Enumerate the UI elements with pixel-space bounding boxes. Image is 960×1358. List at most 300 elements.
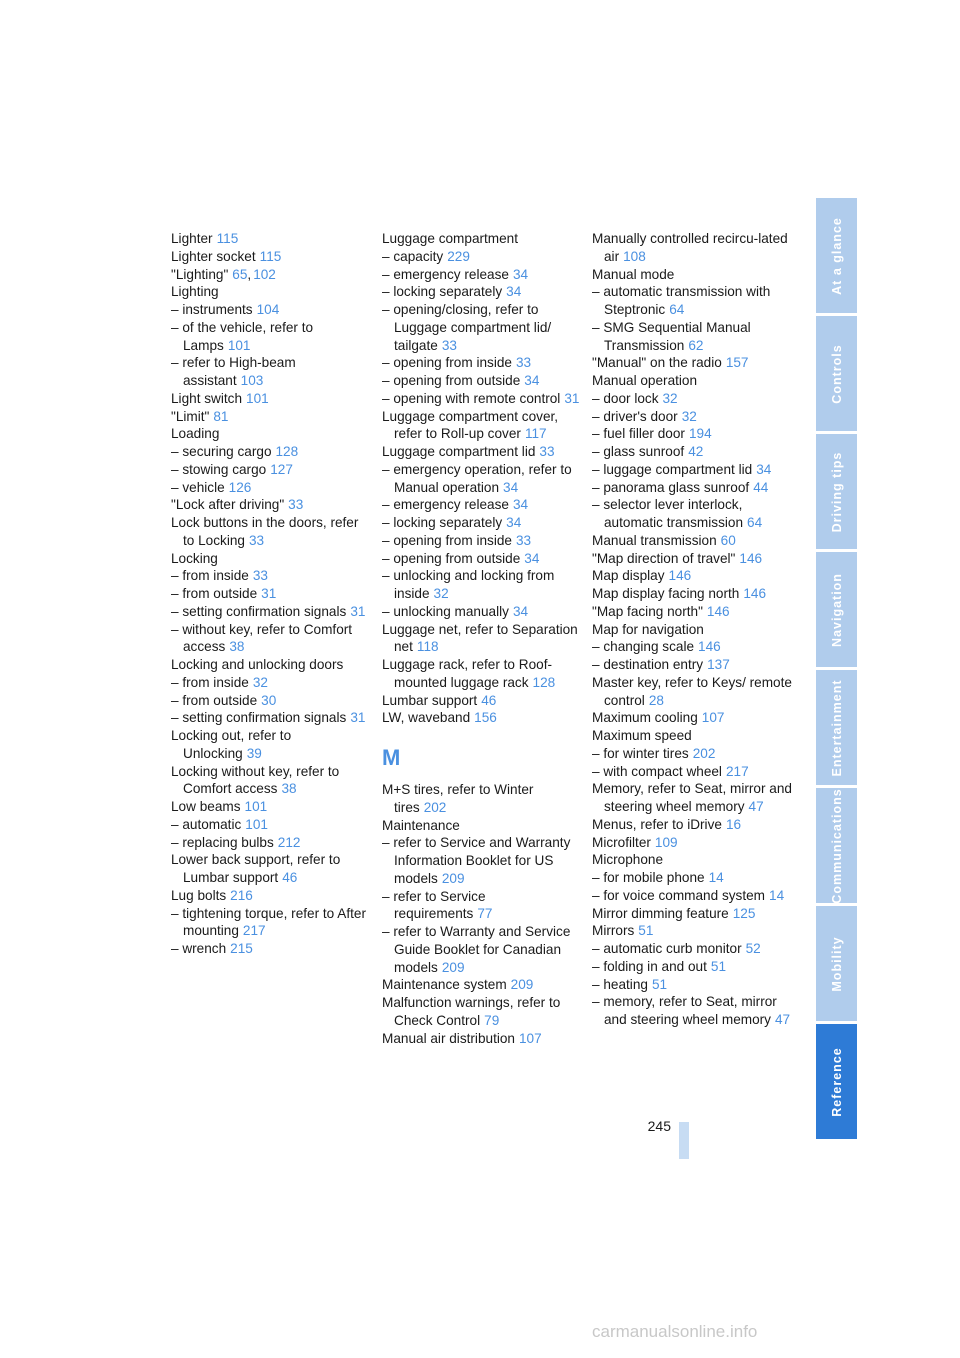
index-entry-text: Luggage net, refer to Separation net	[382, 621, 578, 655]
index-entry-text: – heating	[592, 976, 648, 992]
index-entry	[171, 585, 371, 603]
page-ref-link[interactable]: 103	[240, 373, 264, 388]
index-entry-text: – automatic curb monitor	[592, 941, 742, 956]
index-entry	[592, 834, 792, 852]
index-entry-text: Manual transmission	[592, 532, 717, 548]
index-entry-text: Lighter	[171, 231, 213, 246]
index-entry-text: – opening from outside	[382, 373, 521, 388]
page-ref-link[interactable]: 102	[253, 266, 276, 282]
page-ref-link[interactable]: 156	[474, 710, 497, 726]
index-entry-text: Maintenance	[382, 817, 460, 833]
index-entry	[171, 851, 371, 887]
index-entry	[592, 408, 792, 426]
index-entry-text: – selector lever interlock, automatic transmission	[592, 497, 744, 530]
page-ref-link[interactable]: 146	[706, 603, 730, 619]
page-ref-link[interactable]: 46	[282, 870, 298, 885]
page-ref-link[interactable]: 202	[423, 799, 447, 815]
index-entry-text: Menus, refer to iDrive	[592, 816, 722, 832]
tab-navigation[interactable]	[816, 552, 857, 670]
tab-label: Entertainment	[829, 678, 844, 777]
index-entry-text: – of the vehicle, refer to Lamps	[171, 319, 314, 353]
index-entry	[592, 479, 792, 497]
index-entry	[592, 461, 792, 479]
index-entry-text: Locking out, refer to Unlocking	[171, 728, 292, 761]
index-entry	[171, 940, 371, 958]
index-entry-text: – for mobile phone	[592, 870, 705, 885]
tab-controls[interactable]	[816, 316, 857, 434]
page-ref-link[interactable]: 16	[725, 816, 742, 832]
index-entry	[382, 692, 582, 710]
index-entry	[592, 816, 792, 834]
index-entry-text: – automatic transmission with Steptronic	[592, 284, 771, 317]
tab-label: Driving tips	[829, 451, 844, 532]
index-entry	[171, 763, 371, 799]
index-entry-text: – refer to Warranty and Service Guide Booklet for Canadian models	[382, 924, 571, 975]
index-entry-text: – refer to Service and Warranty Information Booklet for US models	[382, 835, 571, 886]
index-entry	[592, 354, 792, 372]
index-entry	[382, 372, 582, 390]
page-ref-link[interactable]: 62	[688, 337, 704, 353]
index-entry	[382, 390, 582, 408]
index-entry-text: Maximum speed	[592, 728, 692, 743]
page-ref-link[interactable]: 65	[232, 266, 248, 282]
index-entry	[171, 248, 371, 266]
page-ref-link[interactable]: 127	[270, 461, 293, 477]
index-entry-text: – from inside	[171, 568, 249, 584]
page-ref-link[interactable]: 52	[745, 941, 761, 956]
index-entry-text: "Limit"	[171, 408, 210, 424]
page-ref-link[interactable]: 34	[756, 461, 772, 477]
page-ref-link[interactable]: 118	[416, 639, 439, 655]
index-entry	[592, 976, 792, 994]
index-entry	[382, 603, 582, 621]
index-entry	[592, 550, 792, 568]
index-entry	[592, 869, 792, 887]
page-ref-link[interactable]: 229	[447, 248, 470, 264]
index-entry-text: – unlocking manually	[382, 603, 509, 619]
index-entry-text: Master key, refer to Keys/ remote control	[592, 674, 792, 708]
index-entry-text: Lug bolts	[171, 887, 227, 903]
index-entry	[382, 461, 582, 497]
index-entry-text: – opening from outside	[382, 550, 521, 566]
index-entry	[171, 567, 371, 585]
index-entry-text: Maintenance system	[382, 977, 507, 993]
index-entry-text: Manually controlled recircu-lated air	[592, 231, 788, 264]
index-entry	[382, 230, 582, 248]
page-ref-link[interactable]: 46	[481, 692, 497, 708]
index-entry	[592, 585, 792, 603]
index-entry	[382, 976, 582, 994]
index-entry	[592, 745, 792, 763]
page-ref-link[interactable]: 60	[720, 532, 736, 548]
page-ref-link[interactable]: 38	[281, 781, 297, 797]
index-entry-text: – opening/closing, refer to Luggage compartment lid/ tailgate	[382, 302, 552, 353]
index-entry	[171, 266, 371, 284]
index-entry	[171, 550, 371, 568]
tab-at-a-glance[interactable]	[816, 198, 857, 316]
page-ref-link[interactable]: 128	[532, 674, 556, 690]
page-ref-separator: ,	[247, 266, 252, 282]
index-entry-text: – destination entry	[592, 657, 704, 672]
index-entry-text: Lumbar support	[382, 692, 478, 708]
page-ref-link[interactable]: 146	[698, 639, 721, 655]
index-entry	[382, 781, 582, 817]
index-entry	[171, 709, 371, 727]
page-ref-link[interactable]: 34	[524, 373, 540, 388]
page-ref-link[interactable]: 33	[539, 444, 555, 459]
index-entry	[382, 656, 582, 692]
index-entry	[592, 940, 792, 958]
index-entry-text: Loading	[171, 426, 220, 442]
page-ref-link[interactable]: 126	[228, 479, 252, 495]
index-entry-text: – wrench	[171, 941, 227, 956]
index-entry	[171, 656, 371, 674]
index-entry-text: – vehicle	[171, 479, 225, 495]
index-entry-text: "Map direction of travel"	[592, 550, 736, 566]
index-entry	[382, 266, 582, 284]
tab-label: Reference	[829, 1046, 844, 1117]
index-entry	[382, 354, 582, 372]
page-ref-link[interactable]: 209	[441, 870, 465, 886]
index-entry	[592, 390, 792, 408]
index-entry	[382, 248, 582, 266]
page-ref-link[interactable]: 217	[725, 763, 749, 779]
index-entry-text: Luggage rack, refer to Roof-mounted luggage rack	[382, 657, 553, 690]
index-entry	[592, 266, 792, 284]
index-entry-text: – opening with remote control	[382, 390, 561, 406]
index-entry	[592, 532, 792, 550]
index-entry-text: – for voice command system	[592, 887, 766, 903]
page-ref-link[interactable]: 47	[748, 799, 764, 814]
tab-label: Controls	[829, 343, 844, 404]
index-entry-text: – stowing cargo	[171, 461, 267, 477]
index-entry-text: Light switch	[171, 390, 243, 406]
index-entry	[171, 479, 371, 497]
page-ref-link[interactable]: 217	[242, 923, 266, 939]
index-entry	[592, 372, 792, 390]
index-entry	[592, 443, 792, 461]
index-entry	[592, 905, 792, 923]
index-entry	[171, 834, 371, 852]
page-ref-link[interactable]: 81	[213, 408, 229, 424]
index-entry	[171, 461, 371, 479]
page-ref-link[interactable]: 101	[245, 816, 268, 832]
index-entry	[382, 301, 582, 354]
index-entry	[171, 692, 371, 710]
index-entry	[592, 638, 792, 656]
index-entry-text: Map display facing north	[592, 586, 740, 601]
index-entry	[171, 798, 371, 816]
page-ref-link[interactable]: 212	[277, 834, 301, 850]
page-ref-link[interactable]: 30	[261, 692, 277, 708]
index-entry	[382, 496, 582, 514]
index-entry-text: – securing cargo	[171, 444, 272, 459]
page-ref-link[interactable]: 146	[739, 550, 763, 566]
index-entry	[171, 816, 371, 834]
page-number-bar	[679, 1122, 689, 1159]
index-entry-text: M+S tires, refer to Winter tires	[382, 782, 534, 815]
page-ref-link[interactable]: 33	[248, 532, 265, 548]
index-entry-text: Memory, refer to Seat, mirror and steering wheel memory	[592, 781, 792, 814]
index-entry	[592, 763, 792, 781]
page-ref-link[interactable]: 202	[692, 745, 716, 761]
tab-label: Mobility	[829, 935, 844, 992]
index-entry	[382, 514, 582, 532]
index-entry	[171, 390, 371, 408]
index-entry-text: – with compact wheel	[592, 763, 722, 779]
index-entry-text: – from inside	[171, 674, 249, 690]
page-ref-link[interactable]: 32	[433, 586, 449, 601]
tab-mobility[interactable]	[816, 906, 857, 1024]
index-entry-text: – locking separately	[382, 515, 503, 530]
page-ref-link[interactable]: 34	[512, 603, 529, 619]
index-column-2	[382, 230, 582, 1047]
index-entry	[171, 408, 371, 426]
index-entry	[382, 817, 582, 835]
index-entry	[592, 674, 792, 710]
index-entry	[382, 994, 582, 1030]
page-ref-link[interactable]: 215	[230, 941, 253, 956]
index-entry-text: – memory, refer to Seat, mirror and steering wheel memory	[592, 994, 777, 1027]
page-ref-link[interactable]: 64	[669, 302, 685, 317]
page-ref-link[interactable]: 14	[769, 887, 785, 903]
index-entry-text: Manual operation	[592, 373, 698, 388]
index-entry	[592, 851, 792, 869]
index-entry	[171, 354, 371, 390]
index-entry	[171, 905, 371, 941]
tab-driving-tips[interactable]	[816, 434, 857, 552]
index-entry-text: Luggage compartment lid	[382, 444, 536, 459]
page-ref-link[interactable]: 125	[732, 905, 756, 921]
page-ref-link[interactable]: 137	[707, 657, 730, 672]
index-entry-text: Lock buttons in the doors, refer to Locking	[171, 515, 359, 548]
index-entry-text: – door lock	[592, 390, 659, 406]
index-entry	[592, 993, 792, 1029]
index-entry-text: – emergency release	[382, 266, 509, 282]
index-entry-text: Locking and unlocking doors	[171, 657, 344, 672]
page-ref-link[interactable]: 31	[261, 586, 277, 601]
page-ref-link[interactable]: 14	[708, 870, 724, 885]
page-ref-link[interactable]: 33	[515, 355, 532, 371]
index-entry	[171, 283, 371, 301]
index-entry-text: – opening from inside	[382, 532, 512, 548]
index-entry-text: LW, waveband	[382, 710, 471, 726]
index-entry-text: – without key, refer to Comfort access	[171, 621, 353, 655]
page-ref-link[interactable]: 31	[350, 603, 366, 619]
index-entry	[171, 230, 371, 248]
index-entry-text: Locking without key, refer to Comfort access	[171, 763, 340, 797]
index-entry-text: Manual mode	[592, 266, 675, 282]
page-ref-link[interactable]: 146	[668, 568, 692, 584]
index-entry	[592, 567, 792, 585]
page-ref-link[interactable]: 101	[244, 799, 268, 814]
index-entry-text: – panorama glass sunroof	[592, 479, 750, 495]
index-entry	[382, 621, 582, 657]
page-ref-link[interactable]: 34	[512, 497, 529, 513]
page-ref-link[interactable]: 31	[350, 710, 366, 726]
index-entry	[592, 621, 792, 639]
index-entry	[171, 887, 371, 905]
page-ref-link[interactable]: 47	[774, 1012, 791, 1027]
section-tabs	[816, 198, 857, 1142]
index-entry-text: "Lighting"	[171, 266, 229, 282]
page-ref-link[interactable]: 34	[506, 515, 522, 530]
index-entry-text: – tightening torque, refer to After mounting	[171, 905, 366, 939]
page-ref-link[interactable]: 38	[229, 639, 245, 655]
page-ref-link[interactable]: 101	[227, 337, 251, 353]
index-entry-text: Mirror dimming feature	[592, 905, 729, 921]
index-entry-text: – instruments	[171, 302, 253, 317]
index-entry-text: – changing scale	[592, 639, 695, 655]
index-entry	[592, 727, 792, 745]
index-entry-text: – automatic	[171, 816, 242, 832]
index-entry	[382, 834, 582, 887]
index-entry	[382, 709, 582, 727]
index-entry-text: – from outside	[171, 586, 258, 601]
page-ref-link[interactable]: 108	[623, 248, 646, 264]
index-entry-text: Locking	[171, 550, 218, 566]
page-ref-link[interactable]: 32	[681, 408, 697, 424]
page-ref-link[interactable]: 115	[259, 248, 282, 264]
page-ref-link[interactable]: 101	[246, 390, 269, 406]
index-entry	[382, 1030, 582, 1048]
index-entry-text: – capacity	[382, 248, 444, 264]
page-ref-link[interactable]: 128	[275, 444, 299, 459]
page-ref-link[interactable]: 32	[252, 674, 268, 690]
index-entry-text: – opening from inside	[382, 355, 512, 371]
index-entry-text: – replacing bulbs	[171, 834, 274, 850]
page-ref-link[interactable]: 28	[648, 692, 664, 708]
index-entry-text: Lower back support, refer to Lumbar support	[171, 852, 341, 885]
index-entry-text: – SMG Sequential Manual Transmission	[592, 319, 751, 353]
index-entry	[592, 283, 792, 319]
index-entry-text: – refer to Service requirements	[382, 888, 486, 922]
page-ref-link[interactable]: 31	[564, 390, 580, 406]
page-ref-link[interactable]: 216	[230, 887, 253, 903]
page-ref-link[interactable]: 39	[246, 745, 262, 761]
index-entry	[382, 550, 582, 568]
index-entry-text: – setting confirmation signals	[171, 710, 347, 726]
index-entry	[592, 425, 792, 443]
page-ref-link[interactable]: 77	[477, 906, 493, 922]
index-entry	[171, 674, 371, 692]
index-entry	[592, 887, 792, 905]
index-entry-text: Lighter socket	[171, 248, 256, 264]
page-ref-link[interactable]: 34	[524, 550, 540, 566]
page-ref-link[interactable]: 51	[710, 958, 727, 974]
index-entry-text: – setting confirmation signals	[171, 603, 347, 619]
watermark: carmanualsonline.info	[592, 1322, 758, 1341]
page-ref-link[interactable]: 209	[441, 959, 465, 975]
index-entry	[382, 283, 582, 301]
index-entry-text: Microfilter	[592, 834, 651, 850]
index-entry-text: Lighting	[171, 284, 219, 300]
tab-label: Navigation	[829, 572, 844, 647]
index-entry-text: – refer to High-beam assistant	[171, 355, 296, 388]
index-entry-text: "Map facing north"	[592, 603, 703, 619]
index-entry	[382, 408, 582, 444]
index-entry-text: – folding in and out	[592, 958, 707, 974]
page-ref-link[interactable]: 209	[510, 977, 534, 993]
page-number: 245	[647, 1118, 671, 1134]
index-entry	[592, 230, 792, 266]
tab-communications[interactable]	[816, 788, 857, 906]
index-entry	[592, 780, 792, 816]
index-entry-text: "Lock after driving"	[171, 497, 285, 513]
index-entry-text: – from outside	[171, 692, 258, 708]
index-entry-text: – luggage compartment lid	[592, 461, 753, 477]
index-entry-text: Luggage compartment	[382, 231, 519, 246]
index-entry-text: – driver's door	[592, 408, 678, 424]
page-ref-link[interactable]: 157	[725, 355, 749, 371]
section-letter: M	[382, 745, 401, 770]
page-ref-link[interactable]: 42	[688, 444, 704, 459]
page-ref-link[interactable]: 34	[512, 266, 529, 282]
page-ref-link[interactable]: 146	[743, 586, 767, 601]
page-ref-link[interactable]: 79	[484, 1012, 500, 1028]
page-ref-link[interactable]: 33	[252, 568, 268, 584]
index-entry	[592, 319, 792, 355]
tab-reference[interactable]	[816, 1024, 857, 1142]
index-entry-text: Manual air distribution	[382, 1030, 515, 1046]
page-ref-link[interactable]: 64	[747, 515, 763, 530]
tab-entertainment[interactable]	[816, 670, 857, 788]
page-ref-link[interactable]: 34	[503, 479, 519, 495]
index-entry	[382, 443, 582, 461]
index-entry-text: – for winter tires	[592, 745, 689, 761]
index-entry-text: – fuel filler door	[592, 426, 685, 442]
index-entry	[171, 496, 371, 514]
index-entry	[382, 532, 582, 550]
index-entry-text: Mirrors	[592, 923, 635, 939]
index-entry	[382, 923, 582, 976]
page-ref-link[interactable]: 117	[524, 426, 547, 442]
index-entry-text: – unlocking and locking from inside	[382, 568, 555, 601]
index-entry	[171, 603, 371, 621]
index-entry-text: Map display	[592, 568, 665, 584]
index-entry	[171, 727, 371, 763]
index-entry	[592, 656, 792, 674]
index-entry-text: – emergency operation, refer to Manual operation	[382, 461, 572, 495]
page-ref-link[interactable]: 34	[506, 284, 522, 300]
page-ref-link[interactable]: 107	[518, 1030, 542, 1046]
index-entry	[592, 603, 792, 621]
page-ref-link[interactable]: 194	[688, 426, 712, 442]
page-ref-link[interactable]: 107	[701, 710, 725, 726]
index-entry	[171, 621, 371, 657]
index-entry-text: "Manual" on the radio	[592, 355, 722, 371]
index-entry	[382, 567, 582, 603]
index-entry	[171, 319, 371, 355]
index-entry-text: – glass sunroof	[592, 444, 685, 459]
page-ref-link[interactable]: 44	[753, 479, 769, 495]
page-ref-link[interactable]: 115	[216, 231, 239, 246]
page-ref-link[interactable]: 51	[638, 923, 654, 939]
page-ref-link[interactable]: 32	[662, 390, 678, 406]
page-ref-link[interactable]: 104	[256, 302, 280, 317]
tab-label: Communications	[829, 787, 844, 904]
tab-label: At a glance	[829, 216, 844, 295]
index-entry	[171, 443, 371, 461]
page-ref-link[interactable]: 33	[288, 497, 304, 513]
page-ref-link[interactable]: 33	[515, 532, 532, 548]
index-entry-text: Luggage compartment cover, refer to Roll-up cover	[382, 408, 559, 442]
page-ref-link[interactable]: 109	[654, 834, 678, 850]
index-entry	[171, 301, 371, 319]
page-ref-link[interactable]: 51	[651, 976, 668, 992]
page-ref-link[interactable]: 33	[441, 337, 457, 353]
index-entry-text: Malfunction warnings, refer to Check Control	[382, 995, 561, 1028]
